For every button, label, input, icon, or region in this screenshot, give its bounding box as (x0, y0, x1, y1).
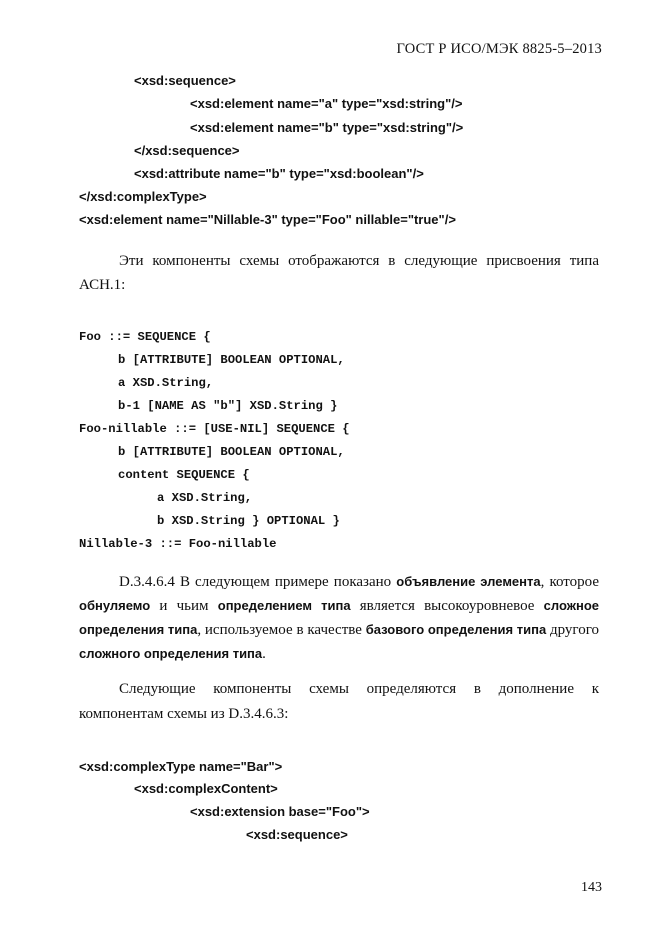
page-header-standard: ГОСТ Р ИСО/МЭК 8825-5–2013 (396, 41, 602, 57)
code-line: content SEQUENCE { (118, 468, 250, 482)
term-highlight: базового определения типа (365, 622, 547, 637)
code-line: b [ATTRIBUTE] BOOLEAN OPTIONAL, (118, 353, 345, 367)
xml-line: <xsd:complexContent> (134, 781, 278, 796)
term-highlight: сложного определения типа (79, 646, 263, 661)
xml-line: <xsd:element name="Nillable-3" type="Foo" nillable="true"/> (79, 212, 456, 227)
xml-line: <xsd:complexType name="Bar"> (79, 759, 283, 774)
paragraph-line: Следующие компоненты схемы определяются в дополнение к (119, 681, 599, 697)
code-line: b XSD.String } OPTIONAL } (157, 514, 340, 528)
text-run: , которое (540, 574, 599, 590)
text-run: другого (546, 622, 599, 638)
code-line: Foo-nillable ::= [USE-NIL] SEQUENCE { (79, 422, 350, 436)
code-line: b-1 [NAME AS "b"] XSD.String } (118, 399, 338, 413)
term-highlight: сложное определения типа (79, 598, 599, 637)
xml-line: <xsd:sequence> (134, 73, 236, 88)
code-line: a XSD.String, (118, 376, 214, 390)
xml-line: <xsd:sequence> (246, 827, 348, 842)
xml-line: </xsd:sequence> (134, 143, 240, 158)
xml-line: <xsd:element name="a" type="xsd:string"/> (190, 96, 463, 111)
term-highlight: обнуляемо (79, 598, 151, 613)
xml-line: <xsd:extension base="Foo"> (190, 804, 370, 819)
paragraph-d3464 (79, 570, 599, 666)
text-run: является высокоуровневое (350, 598, 544, 614)
text-run: и чьим (150, 598, 218, 614)
paragraph-line: компонентам схемы из D.3.4.6.3: (79, 706, 289, 722)
page-number: 143 (581, 880, 602, 895)
text-run: D.3.4.6.4 В следующем примере показано (119, 574, 397, 590)
term-highlight: определением типа (217, 598, 351, 613)
xml-line: <xsd:attribute name="b" type="xsd:boolean"/> (134, 166, 424, 181)
xml-line: </xsd:complexType> (79, 189, 207, 204)
paragraph-line: Эти компоненты схемы отображаются в следующие присвоения типа (119, 253, 599, 269)
code-line: a XSD.String, (157, 491, 253, 505)
text-run: , используемое в качестве (197, 622, 366, 638)
paragraph-line: АСН.1: (79, 277, 126, 293)
xml-line: <xsd:element name="b" type="xsd:string"/> (190, 120, 464, 135)
code-line: Foo ::= SEQUENCE { (79, 330, 211, 344)
code-line: b [ATTRIBUTE] BOOLEAN OPTIONAL, (118, 445, 345, 459)
text-run: . (262, 646, 266, 662)
code-line: Nillable-3 ::= Foo-nillable (79, 537, 277, 551)
term-highlight: объявление элемента (396, 574, 541, 589)
